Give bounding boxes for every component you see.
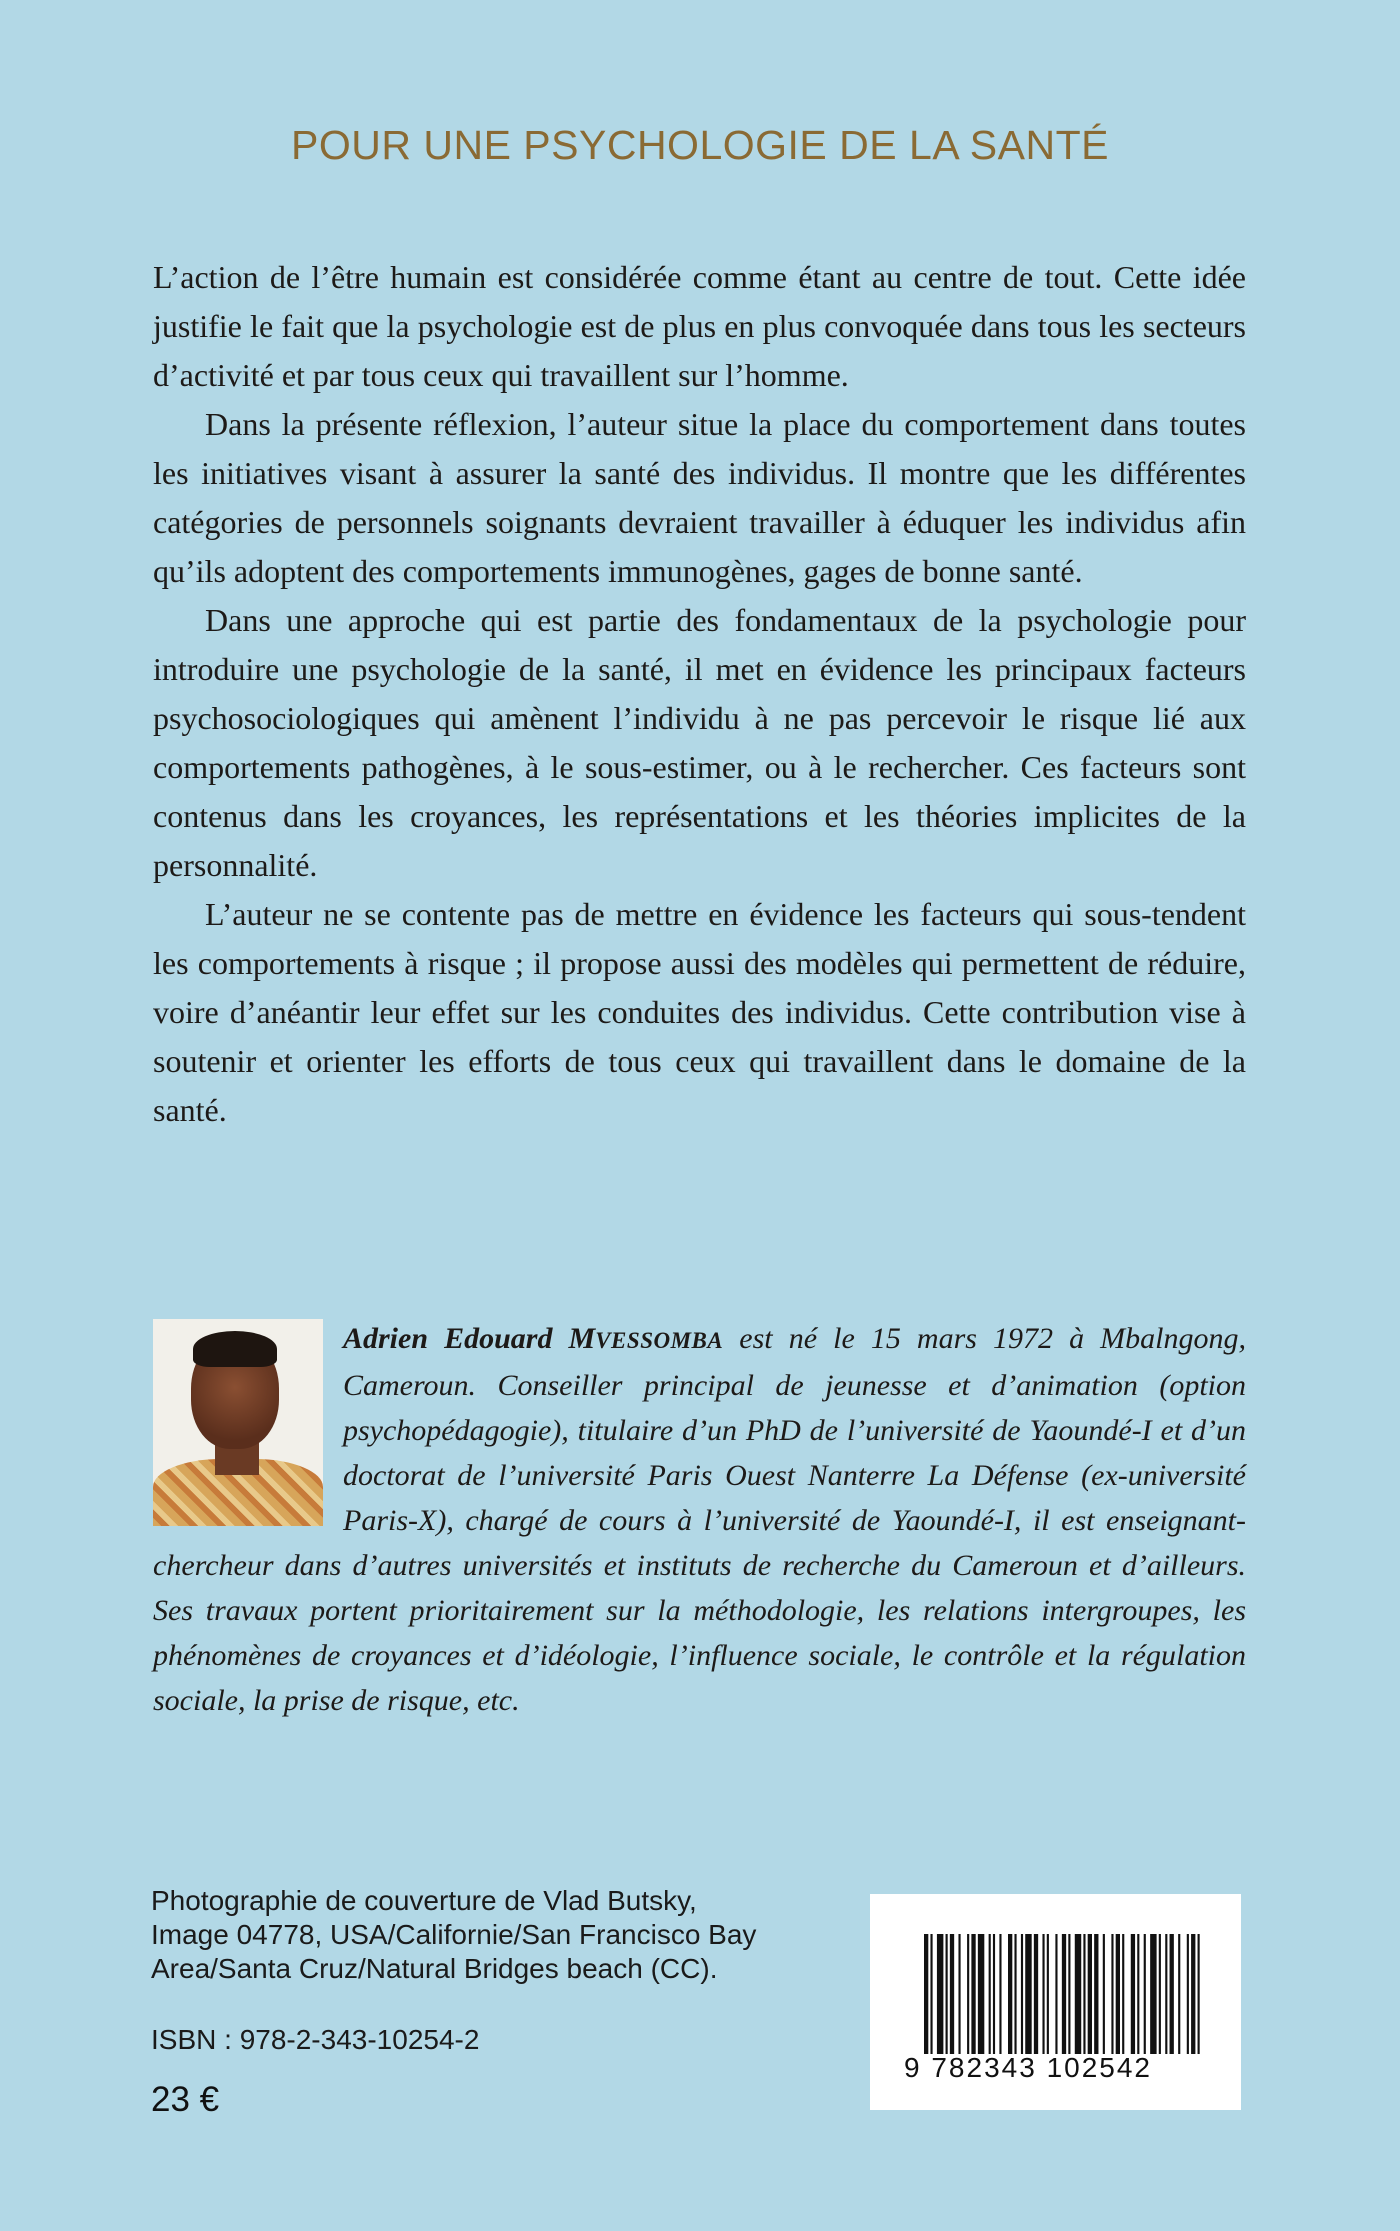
photo-credits bbox=[151, 1884, 871, 1986]
summary-text bbox=[153, 253, 1246, 1135]
author-bio bbox=[153, 1316, 1246, 1723]
author-bio-text: est né le 15 mars 1972 à Mbalngong, Cameroun. Conseiller principal de jeunesse et d’animation (option psychopédagogie), titulaire d’un PhD de l’université de Yaoundé-I et d’un doctorat de l’université Paris Ouest Nanterre La Défense (ex-université Paris-X), chargé de cours à l’université de Yaoundé-I, il est enseignant-chercheur dans d’autres universités et instituts de recherche du Cameroun et d’ailleurs. Ses travaux portent prioritairement sur la méthodologie, les relations intergroupes, les phénomènes de croyances et d’idéologie, l’influence sociale, le contrôle et la régulation sociale, la prise de risque, etc. bbox=[153, 1322, 1246, 1717]
isbn: ISBN : 978-2-343-10254-2 bbox=[151, 2024, 480, 2055]
author-name: Adrien Edouard MVESSOMBA bbox=[343, 1322, 724, 1355]
barcode-digits: 9 782343 102542 bbox=[904, 2052, 1152, 2083]
author-photo bbox=[153, 1319, 323, 1526]
barcode bbox=[870, 1894, 1241, 2110]
credit-line: Image 04778, USA/Californie/San Francisco Bay bbox=[151, 1919, 757, 1950]
price: 23 € bbox=[151, 2080, 220, 2119]
barcode-bars bbox=[924, 1934, 1204, 2054]
summary-paragraph: Dans une approche qui est partie des fondamentaux de la psychologie pour introduire une psychologie de la santé, il met en évidence les principaux facteurs psychosociologiques qui amènent l’individu à ne pas percevoir le risque lié aux comportements pathogènes, à le sous-estimer, ou à le rechercher. Ces facteurs sont contenus dans les croyances, les représentations et les théories implicites de la personnalité. bbox=[153, 602, 1246, 883]
summary-paragraph: L’action de l’être humain est considérée comme étant au centre de tout. Cette idée justifie le fait que la psychologie est de plus en plus convoquée dans tous les secteurs d’activité et par tous ceux qui travaillent sur l’homme. bbox=[153, 259, 1246, 393]
credit-line: Photographie de couverture de Vlad Butsky, bbox=[151, 1885, 697, 1916]
credit-line: Area/Santa Cruz/Natural Bridges beach (CC). bbox=[151, 1953, 718, 1984]
book-title: POUR UNE PSYCHOLOGIE DE LA SANTÉ bbox=[291, 122, 1109, 168]
summary-paragraph: Dans la présente réflexion, l’auteur situe la place du comportement dans toutes les initiatives visant à assurer la santé des individus. Il montre que les différentes catégories de personnels soignants devraient travailler à éduquer les individus afin qu’ils adoptent des comportements immunogènes, gages de bonne santé. bbox=[153, 406, 1246, 589]
summary-paragraph: L’auteur ne se contente pas de mettre en évidence les facteurs qui sous-tendent les comportements à risque ; il propose aussi des modèles qui permettent de réduire, voire d’anéantir leur effet sur les conduites des individus. Cette contribution vise à soutenir et orienter les efforts de tous ceux qui travaillent dans le domaine de la santé. bbox=[153, 896, 1246, 1128]
